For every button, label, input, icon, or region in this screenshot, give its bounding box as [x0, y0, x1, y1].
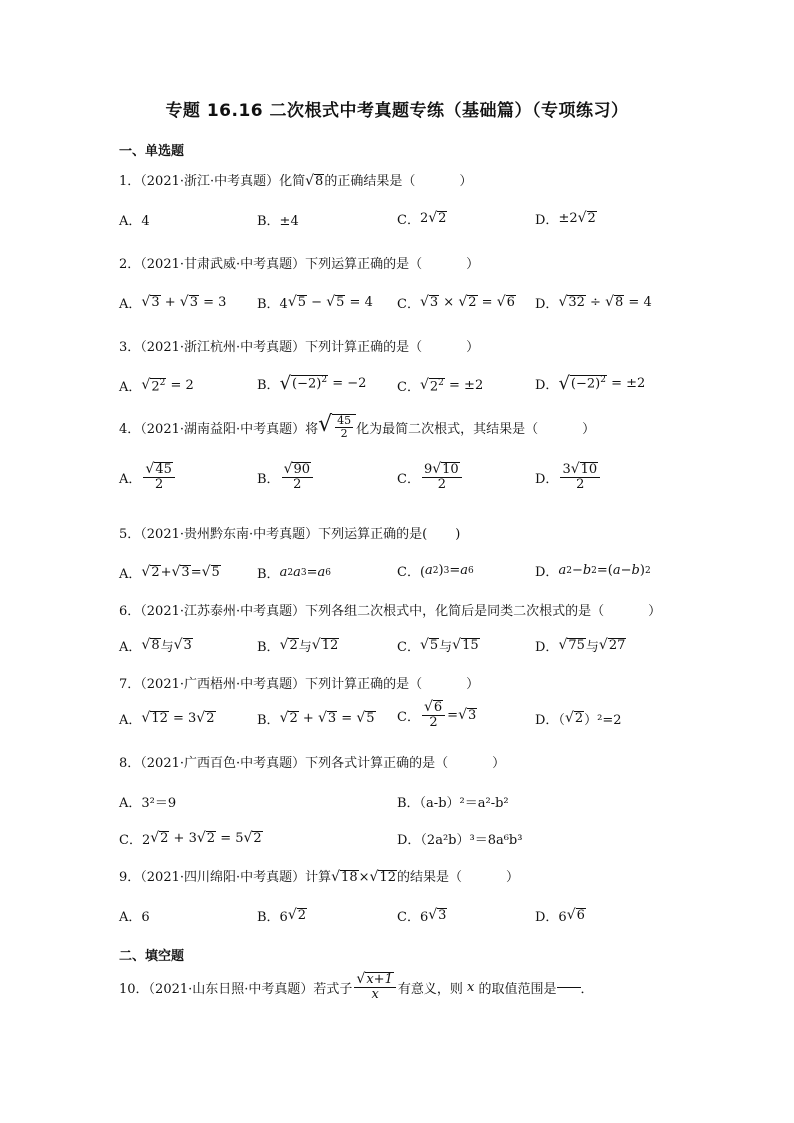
q4-option-a: A． √ 45 2: [119, 462, 177, 492]
q5-option-a: A． √ 2 + √ 3 = √ 5: [119, 564, 220, 582]
question-1-stem-b: 的正确结果是（: [324, 174, 416, 189]
q8-option-c: C．2 √ 2 + 3 √ 2 = 5 √ 2: [119, 830, 262, 848]
question-9: 9．（2021·四川绵阳·中考真题）计算 √ 18 × √ 12 的结果是（ ）: [119, 869, 519, 886]
q7-option-a: A． √ 12 = 3 √ 2: [119, 710, 215, 728]
q6-option-b: B． √ 2 与 √ 12: [257, 637, 339, 655]
question-7: 7．（2021·广西梧州·中考真题）下列计算正确的是（ ）: [119, 677, 480, 692]
q6-option-c: C． √ 5 与 √ 15: [397, 637, 479, 655]
q9-option-a: A．6: [119, 910, 150, 925]
q9-option-b: B．6 √ 2: [257, 907, 307, 925]
q4-option-d: D． 3 √ 10 2: [535, 462, 602, 492]
answer-blank[interactable]: [557, 987, 581, 988]
math-sqrt8: √ 8: [305, 173, 324, 190]
question-1-stem: 1．（2021·浙江·中考真题）化简: [119, 174, 306, 189]
q3-option-c: C． √ $2^2$ = ±2: [397, 376, 484, 395]
question-10: 10．（2021·山东日照·中考真题）若式子 √ x+1 x 有意义，则 x 的取值范围是 ．: [119, 971, 594, 1003]
section-fill-blank: 二、填空题: [119, 949, 185, 964]
q7-option-d: D．（ √ 2 ）²=2: [535, 710, 622, 728]
q4-option-c: C． 9 √ 10 2: [397, 462, 464, 492]
q9-option-d: D．6 √ 6: [535, 907, 585, 925]
q8-option-a: A．3²＝9: [119, 796, 177, 811]
question-5: 5．（2021·贵州黔东南·中考真题）下列运算正确的是( ): [119, 527, 461, 542]
q2-option-c: C． √ 3 × √ 2 = √ 6: [397, 294, 515, 312]
q1-option-d: D． ±2 √ 2: [535, 210, 596, 228]
q1-option-a: A．4: [119, 214, 150, 229]
q7-option-b: B． √ 2 + √ 3 = √ 5: [257, 710, 375, 728]
q2-option-b: B．4 √ 5 − √ 5 = 4: [257, 294, 373, 312]
q5-option-d: D． a 2 − b 2 =( a − b ) 2: [535, 563, 651, 580]
q3-option-b: B． √ $(-2)^2$ = −2: [257, 372, 367, 394]
q8-option-b: B．（a-b）²＝a²-b²: [397, 796, 509, 811]
q6-option-a: A． √ 8 与 √ 3: [119, 637, 192, 655]
q1-option-c: C． 2 √ 2: [397, 210, 447, 228]
q8-option-d: D．（2a²b）³＝8a⁶b³: [397, 833, 523, 848]
question-8: 8．（2021·广西百色·中考真题）下列各式计算正确的是（ ）: [119, 756, 506, 771]
question-6: 6．（2021·江苏泰州·中考真题）下列各组二次根式中，化简后是同类二次根式的是（ ）: [119, 604, 662, 619]
q2-option-d: D． √ 32 ÷ √ 8 = 4: [535, 294, 652, 312]
question-4: 4．（2021·湖南益阳·中考真题）将 √ $\frac{45}{2}$ 化为最简二次根式，其结果是（ ）: [119, 412, 596, 441]
q3-option-a: A． √ $2^2$ = 2: [119, 376, 194, 395]
q5-option-b: B． a 2 a 3 = a 6: [257, 565, 331, 582]
q9-option-c: C．6 √ 3: [397, 907, 447, 925]
q1-option-b: B．±4: [257, 214, 299, 229]
q4-option-b: B． √ 90 2: [257, 462, 315, 492]
q5-option-c: C．( a 2 ) 3 = a 6: [397, 563, 474, 580]
q2-option-a: A． √ 3 + √ 3 = 3: [119, 294, 227, 312]
q6-option-d: D． √ 75 与 √ 27: [535, 637, 626, 655]
section-single-choice: 一、单选题: [119, 144, 185, 159]
q7-option-c: C． √ 6 2 = √ 3: [397, 699, 477, 731]
page-title: 专题 16.16 二次根式中考真题专练（基础篇）（专项练习）: [165, 101, 629, 121]
question-1: 1．（2021·浙江·中考真题）化简 √ 8 的正确结果是（ ）: [119, 173, 473, 190]
q3-option-d: D． √ $(-2)^2$ = ±2: [535, 372, 646, 394]
question-2: 2．（2021·甘肃武威·中考真题）下列运算正确的是（ ）: [119, 257, 480, 272]
question-3: 3．（2021·浙江杭州·中考真题）下列计算正确的是（ ）: [119, 340, 480, 355]
